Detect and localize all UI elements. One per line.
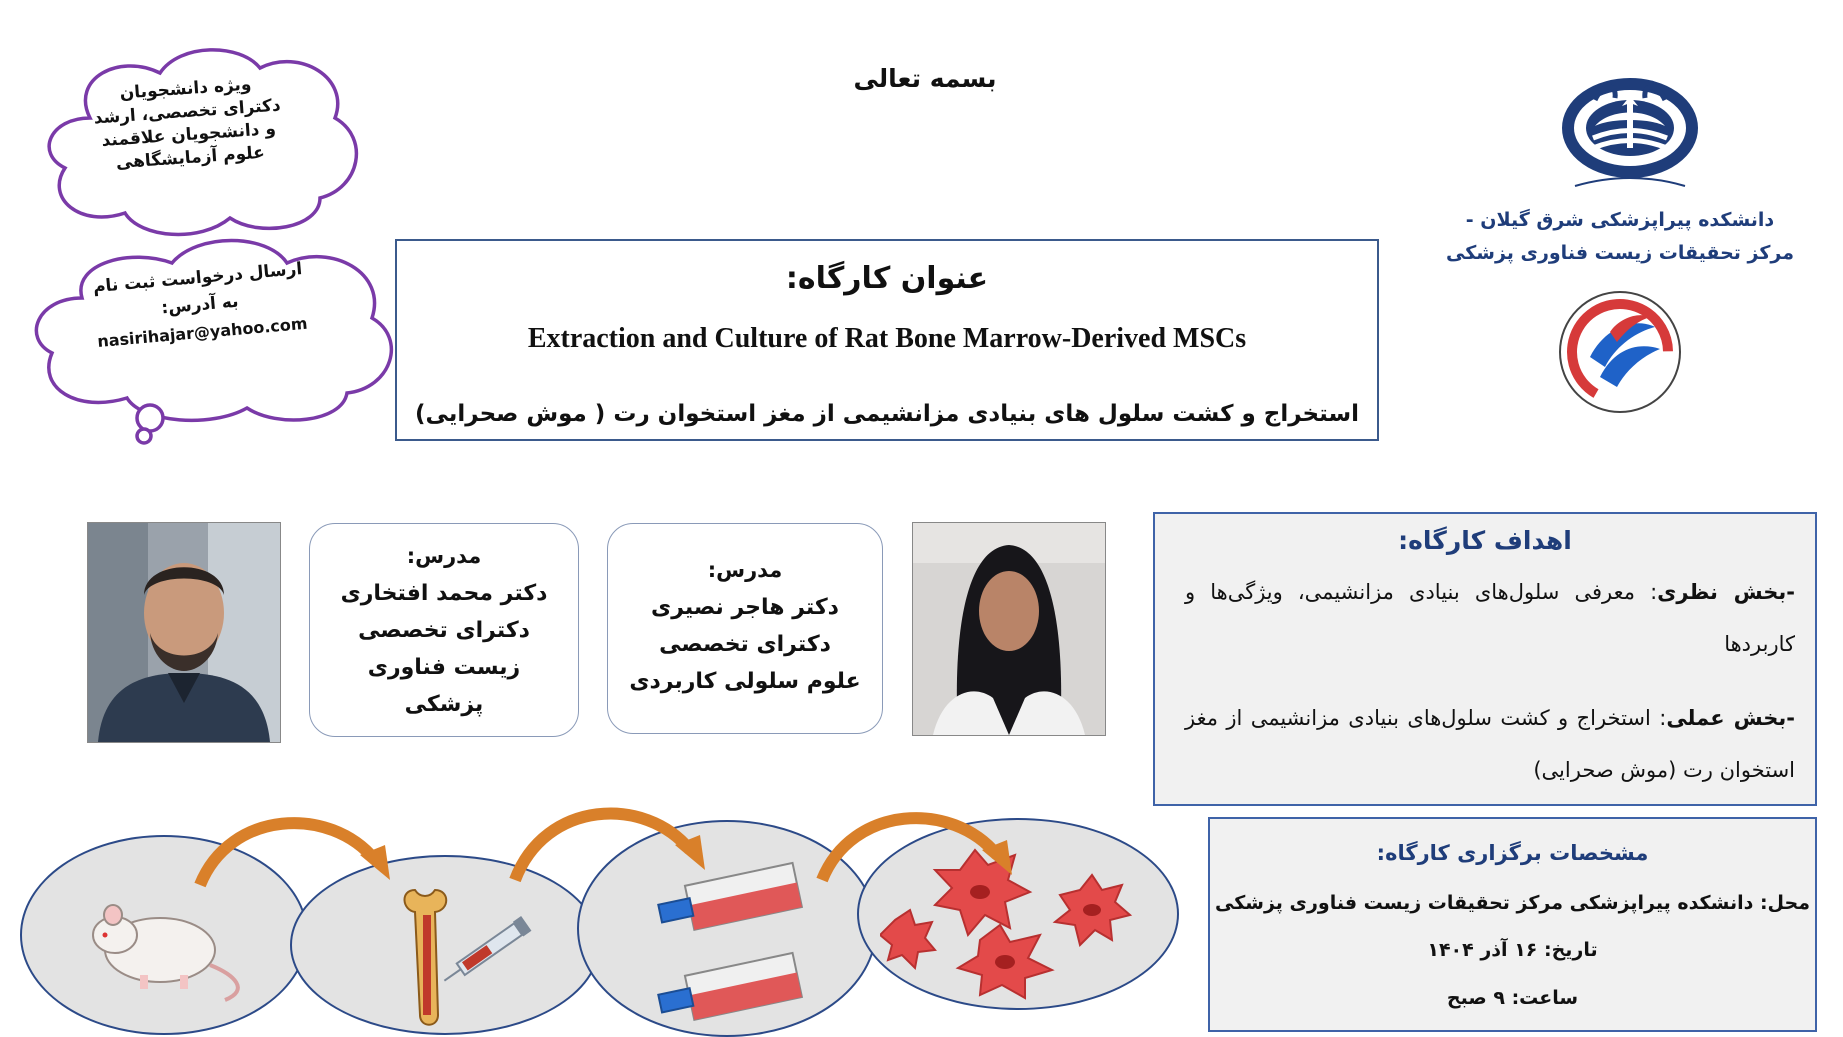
instructor-card-nasiri — [607, 523, 883, 734]
instructor-role: مدرس: — [707, 558, 783, 582]
audience-cloud-text — [75, 70, 301, 177]
audience-line-1: ویژه دانشجویان — [119, 74, 253, 104]
registration-email[interactable]: nasirihajar@yahoo.com — [96, 313, 309, 352]
goals-practical-label: -بخش عملی — [1666, 706, 1795, 730]
details-location: محل: دانشکده پیراپزشکی مرکز تحقیقات زیست فناوری پزشکی — [1215, 892, 1810, 914]
curved-arrow-icon — [505, 790, 725, 885]
workshop-title-persian: استخراج و کشت سلول های بنیادی مزانشیمی از مغز استخوان رت ( موش صحرایی) — [414, 401, 1359, 427]
goals-theory-text: : معرفی سلول‌های بنیادی مزانشیمی، ویژگی‌ها و کاربردها — [1185, 580, 1795, 656]
university-logo-icon — [1555, 78, 1705, 198]
instructor-photo-nasiri — [912, 522, 1106, 736]
instructor-name: دکتر هاجر نصیری — [651, 595, 839, 620]
workshop-goals-box — [1153, 512, 1817, 806]
instructor-field: علوم سلولی کاربردی — [629, 669, 861, 694]
instructor-degree: دکترای تخصصی — [659, 632, 831, 657]
institute-line-1: دانشکده پیراپزشکی شرق گیلان - — [1465, 209, 1775, 231]
details-time: ساعت: ۹ صبح — [1446, 987, 1579, 1009]
instructor-name: دکتر محمد افتخاری — [340, 581, 548, 606]
audience-line-3: و دانشجویان علاقمند — [100, 118, 277, 152]
workshop-details-box — [1208, 817, 1817, 1032]
goals-practical-item — [1185, 692, 1795, 796]
bismillah-header: بسمه تعالی — [853, 64, 997, 93]
goals-theory-label: -بخش نظری — [1657, 580, 1795, 604]
instructor-field-line-1: زیست فناوری — [367, 655, 521, 680]
details-date: تاریخ: ۱۶ آذر ۱۴۰۴ — [1427, 939, 1598, 961]
registration-line-2: به آدرس: — [160, 291, 240, 319]
curved-arrow-icon — [190, 800, 410, 890]
registration-line-1: ارسال درخواست ثبت نام — [92, 259, 303, 298]
audience-line-2: دکترای تخصصی، ارشد — [93, 95, 282, 129]
workshop-title-english: Extraction and Culture of Rat Bone Marrow-Derived MSCs — [527, 323, 1247, 354]
research-center-logo-icon — [1555, 287, 1685, 417]
workshop-title-heading: عنوان کارگاه: — [785, 261, 989, 296]
instructor-card-eftekhari — [309, 523, 579, 737]
audience-line-4: علوم آزمایشگاهی — [115, 142, 266, 174]
details-heading: مشخصات برگزاری کارگاه: — [1376, 841, 1649, 865]
goals-practical-text: : استخراج و کشت سلول‌های بنیادی مزانشیمی از مغز استخوان رت (موش صحرایی) — [1185, 706, 1795, 782]
instructor-degree: دکترای تخصصی — [358, 618, 530, 643]
curved-arrow-icon — [812, 795, 1032, 885]
rat-icon — [85, 895, 255, 1005]
instructor-field-line-2: پزشکی — [404, 692, 484, 717]
instructor-role: مدرس: — [406, 544, 482, 568]
institute-name — [1430, 204, 1810, 270]
goals-heading: اهداف کارگاه: — [1398, 526, 1572, 555]
workshop-title-box — [395, 239, 1379, 441]
institute-line-2: مرکز تحقیقات زیست فناوری پزشکی — [1446, 242, 1794, 264]
bone-syringe-icon — [390, 880, 540, 1030]
instructor-photo-eftekhari — [87, 522, 281, 743]
goals-theory-item — [1185, 566, 1795, 670]
